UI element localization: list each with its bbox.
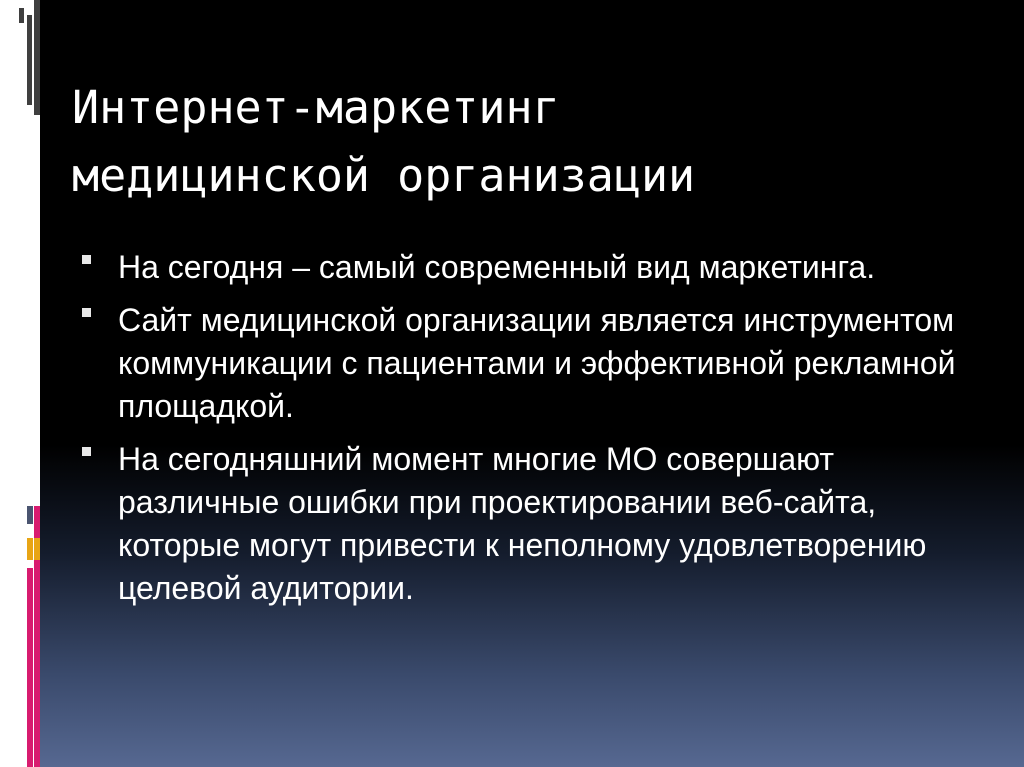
bullet-item bbox=[72, 438, 962, 610]
square-bullet-icon bbox=[82, 308, 91, 317]
bullet-list bbox=[72, 246, 962, 620]
decor-bar-orange bbox=[27, 538, 33, 560]
square-bullet-icon bbox=[82, 255, 91, 264]
bullet-item bbox=[72, 246, 962, 289]
bullet-text: На сегодняшний момент многие МО совершают различные ошибки при проектировании веб-сайта, которые могут привести к неполному удовлетворению целевой аудитории. bbox=[118, 441, 927, 606]
bullet-text: На сегодня – самый современный вид маркетинга. bbox=[118, 249, 876, 285]
decor-bar bbox=[27, 15, 32, 105]
bullet-text: Сайт медицинской организации является инструментом коммуникации с пациентами и эффективной рекламной площадкой. bbox=[118, 302, 956, 424]
decor-bar bbox=[27, 506, 33, 524]
slide-title-line-1: Интернет-маркетинг bbox=[72, 81, 560, 134]
bullet-item bbox=[72, 299, 962, 428]
decor-bar-magenta bbox=[27, 568, 33, 767]
decor-bar bbox=[19, 8, 24, 23]
square-bullet-icon bbox=[82, 447, 91, 456]
slide-title-line-2: медицинской организации bbox=[72, 149, 696, 202]
slide-title bbox=[72, 74, 952, 210]
